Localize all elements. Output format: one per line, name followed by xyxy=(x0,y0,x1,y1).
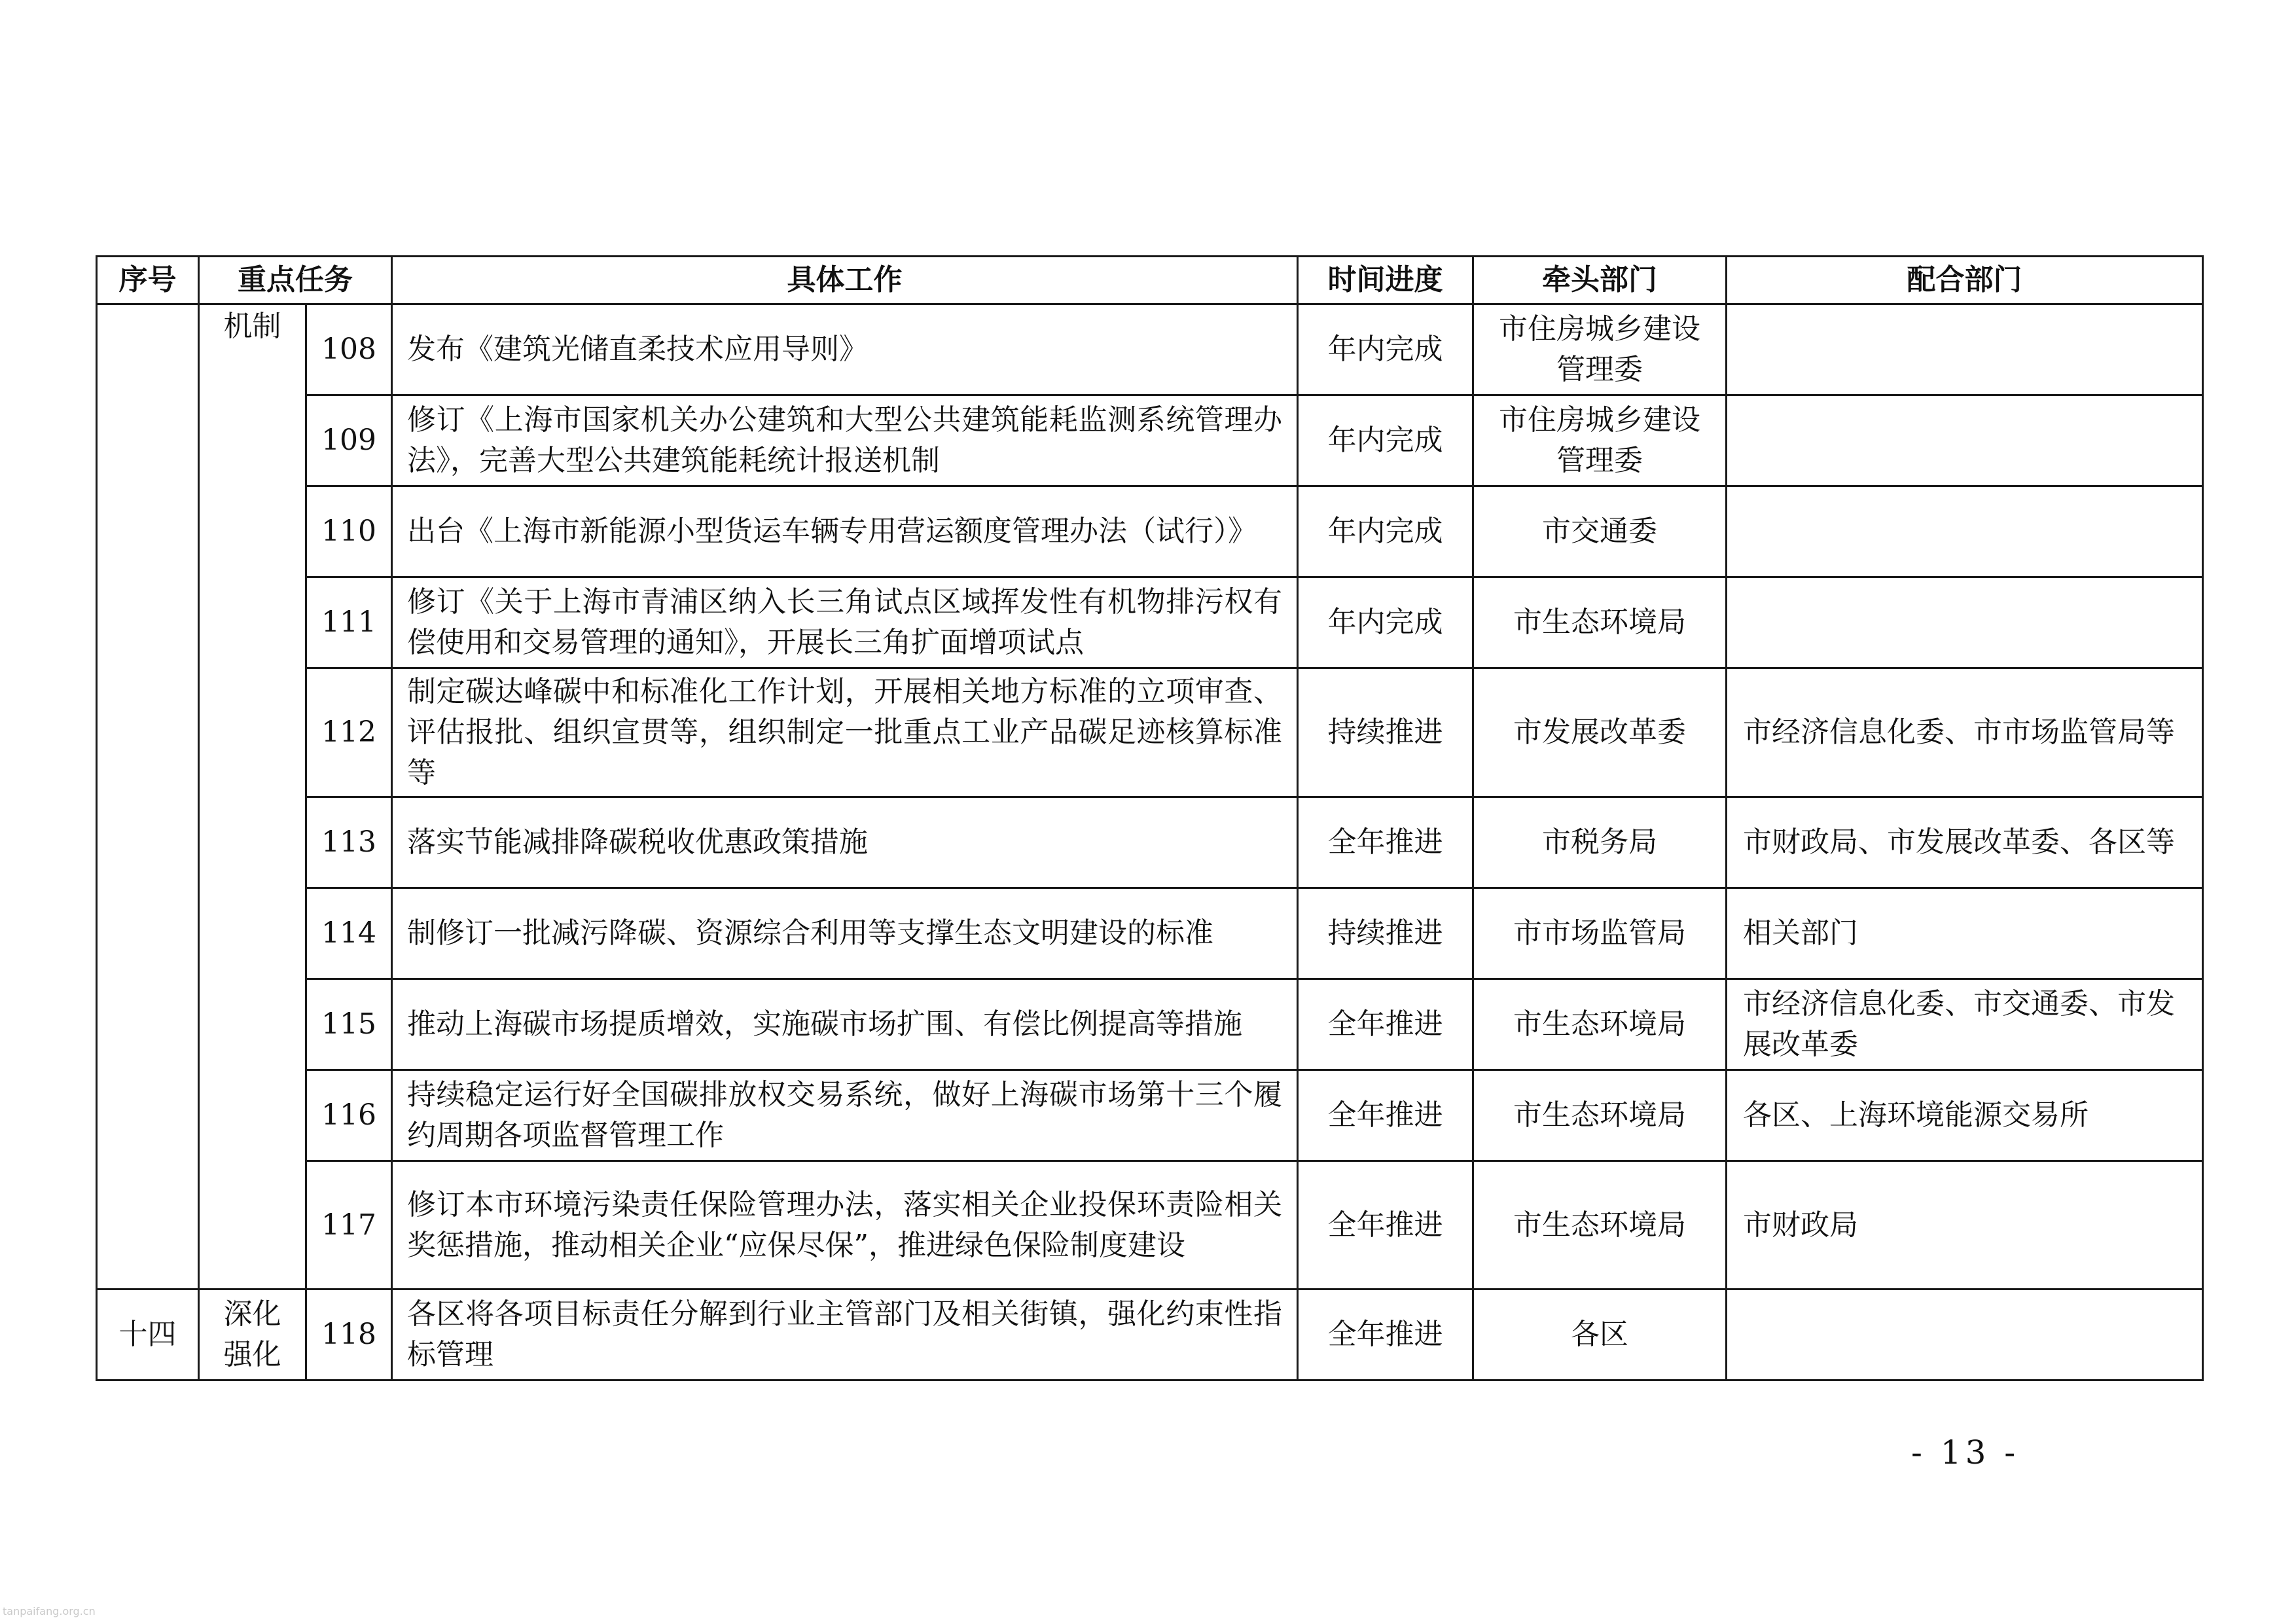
row-lead: 市生态环境局 xyxy=(1473,979,1727,1070)
row-number: 116 xyxy=(306,1070,392,1161)
row-lead: 市生态环境局 xyxy=(1473,1161,1727,1290)
row-number: 109 xyxy=(306,395,392,486)
row-number: 117 xyxy=(306,1161,392,1290)
row-number: 111 xyxy=(306,577,392,668)
row-schedule: 持续推进 xyxy=(1298,668,1473,797)
group-task-cell: 深化强化 xyxy=(199,1290,306,1380)
header-task: 重点任务 xyxy=(199,257,392,304)
row-work: 推动上海碳市场提质增效，实施碳市场扩围、有偿比例提高等措施 xyxy=(392,979,1298,1070)
row-schedule: 年内完成 xyxy=(1298,486,1473,577)
table-row xyxy=(97,1161,2203,1290)
row-work: 制修订一批减污降碳、资源综合利用等支撑生态文明建设的标准 xyxy=(392,888,1298,979)
row-number: 114 xyxy=(306,888,392,979)
page-number: - 13 - xyxy=(1911,1434,2020,1471)
header-work: 具体工作 xyxy=(392,257,1298,304)
row-coop: 市财政局 xyxy=(1727,1161,2203,1290)
header-lead: 牵头部门 xyxy=(1473,257,1727,304)
row-work: 落实节能减排降碳税收优惠政策措施 xyxy=(392,797,1298,888)
row-coop xyxy=(1727,1290,2203,1380)
row-coop xyxy=(1727,577,2203,668)
row-schedule: 全年推进 xyxy=(1298,1070,1473,1161)
row-work: 修订《上海市国家机关办公建筑和大型公共建筑能耗监测系统管理办法》，完善大型公共建筑能耗统计报送机制 xyxy=(392,395,1298,486)
row-lead: 市税务局 xyxy=(1473,797,1727,888)
row-schedule: 全年推进 xyxy=(1298,797,1473,888)
table-row xyxy=(97,486,2203,577)
row-schedule: 持续推进 xyxy=(1298,888,1473,979)
table-row xyxy=(97,1070,2203,1161)
table-row xyxy=(97,668,2203,797)
row-number: 108 xyxy=(306,304,392,395)
table-row xyxy=(97,304,2203,395)
row-lead: 市生态环境局 xyxy=(1473,577,1727,668)
row-work: 发布《建筑光储直柔技术应用导则》 xyxy=(392,304,1298,395)
row-coop: 相关部门 xyxy=(1727,888,2203,979)
table-row xyxy=(97,1290,2203,1380)
row-lead: 市市场监管局 xyxy=(1473,888,1727,979)
row-lead: 市住房城乡建设管理委 xyxy=(1473,304,1727,395)
row-number: 118 xyxy=(306,1290,392,1380)
table-row xyxy=(97,577,2203,668)
row-coop xyxy=(1727,304,2203,395)
header-coop: 配合部门 xyxy=(1727,257,2203,304)
row-coop: 市经济信息化委、市市场监管局等 xyxy=(1727,668,2203,797)
row-lead: 市交通委 xyxy=(1473,486,1727,577)
row-work: 制定碳达峰碳中和标准化工作计划，开展相关地方标准的立项审查、评估报批、组织宣贯等，组织制定一批重点工业产品碳足迹核算标准等 xyxy=(392,668,1298,797)
row-coop: 各区、上海环境能源交易所 xyxy=(1727,1070,2203,1161)
task-table xyxy=(96,255,2204,1381)
row-work: 修订《关于上海市青浦区纳入长三角试点区域挥发性有机物排污权有偿使用和交易管理的通知》，开展长三角扩面增项试点 xyxy=(392,577,1298,668)
row-lead: 市生态环境局 xyxy=(1473,1070,1727,1161)
row-coop xyxy=(1727,395,2203,486)
row-schedule: 全年推进 xyxy=(1298,979,1473,1070)
group-seq-cell: 十四 xyxy=(97,1290,199,1380)
group-task-cell: 机制 xyxy=(199,304,306,1290)
watermark: tanpaifang.org.cn xyxy=(3,1605,96,1617)
row-schedule: 年内完成 xyxy=(1298,395,1473,486)
table-row xyxy=(97,979,2203,1070)
row-work: 修订本市环境污染责任保险管理办法，落实相关企业投保环责险相关奖惩措施，推动相关企业“应保尽保”，推进绿色保险制度建设 xyxy=(392,1161,1298,1290)
table-row xyxy=(97,888,2203,979)
row-coop: 市经济信息化委、市交通委、市发展改革委 xyxy=(1727,979,2203,1070)
row-coop xyxy=(1727,486,2203,577)
row-work: 持续稳定运行好全国碳排放权交易系统，做好上海碳市场第十三个履约周期各项监督管理工作 xyxy=(392,1070,1298,1161)
row-number: 110 xyxy=(306,486,392,577)
row-schedule: 全年推进 xyxy=(1298,1290,1473,1380)
row-number: 112 xyxy=(306,668,392,797)
row-schedule: 全年推进 xyxy=(1298,1161,1473,1290)
row-work: 各区将各项目标责任分解到行业主管部门及相关街镇，强化约束性指标管理 xyxy=(392,1290,1298,1380)
group-seq-cell xyxy=(97,304,199,1290)
row-schedule: 年内完成 xyxy=(1298,304,1473,395)
row-lead: 市住房城乡建设管理委 xyxy=(1473,395,1727,486)
row-number: 115 xyxy=(306,979,392,1070)
header-schedule: 时间进度 xyxy=(1298,257,1473,304)
row-lead: 各区 xyxy=(1473,1290,1727,1380)
header-row xyxy=(97,257,2203,304)
table-row xyxy=(97,797,2203,888)
row-lead: 市发展改革委 xyxy=(1473,668,1727,797)
row-schedule: 年内完成 xyxy=(1298,577,1473,668)
table-row xyxy=(97,395,2203,486)
row-number: 113 xyxy=(306,797,392,888)
row-coop: 市财政局、市发展改革委、各区等 xyxy=(1727,797,2203,888)
header-seq: 序号 xyxy=(97,257,199,304)
row-work: 出台《上海市新能源小型货运车辆专用营运额度管理办法（试行）》 xyxy=(392,486,1298,577)
